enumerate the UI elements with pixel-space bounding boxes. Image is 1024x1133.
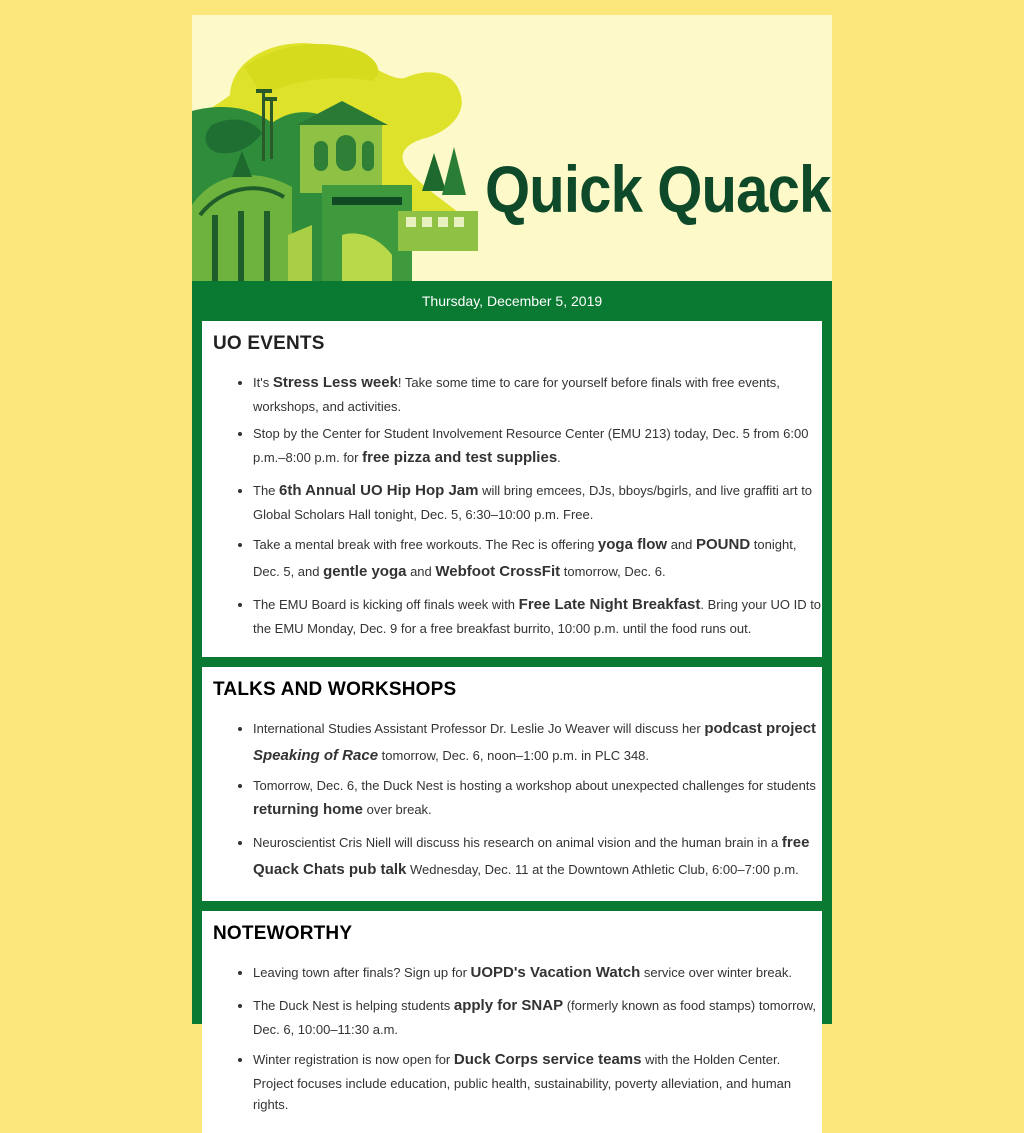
item-text: Winter registration is now open for: [253, 1052, 454, 1067]
highlight-link[interactable]: Free Late Night Breakfast: [518, 596, 701, 613]
item-text: The EMU Board is kicking off finals week with: [253, 597, 519, 612]
item-text: tonight, Dec. 5, and: [253, 537, 797, 579]
highlight-link[interactable]: 6th Annual UO Hip Hop Jam: [279, 482, 479, 499]
highlight-link[interactable]: POUND: [696, 536, 751, 553]
item-text: International Studies Assistant Professor Dr. Leslie Jo Weaver will discuss her: [253, 721, 705, 736]
list-item: [253, 591, 822, 639]
item-text: It's: [253, 375, 273, 390]
newsletter-title: Quick Quack: [485, 152, 831, 226]
list-item: [253, 992, 822, 1040]
section-list: [213, 959, 822, 1115]
section-card: [202, 667, 822, 901]
section-card: [202, 321, 822, 657]
list-item: [253, 775, 822, 823]
highlight-link[interactable]: yoga flow: [597, 536, 668, 553]
highlight-link[interactable]: Speaking of Race: [253, 747, 379, 764]
list-item: [253, 715, 822, 769]
item-text: and: [667, 537, 696, 552]
item-text: over break.: [363, 802, 432, 817]
list-item: [253, 531, 822, 585]
list-item: [253, 829, 822, 883]
item-text: and: [406, 564, 436, 579]
highlight-link[interactable]: Webfoot CrossFit: [435, 563, 561, 580]
item-text: .: [557, 450, 561, 465]
section-heading: TALKS AND WORKSHOPS: [213, 679, 457, 700]
item-text: Leaving town after finals? Sign up for: [253, 965, 471, 980]
highlight-link[interactable]: Duck Corps service teams: [453, 1051, 642, 1068]
section-list: [213, 369, 822, 639]
item-text: tomorrow, Dec. 6, noon–1:00 p.m. in PLC 348.: [378, 748, 650, 763]
item-text: tomorrow, Dec. 6.: [560, 564, 666, 579]
newsletter-frame: [192, 15, 832, 1112]
item-text: Neuroscientist Cris Niell will discuss his research on animal vision and the human brain in a: [253, 835, 782, 850]
list-item: [253, 369, 822, 417]
item-text: Tomorrow, Dec. 6, the Duck Nest is hosting a workshop about unexpected challenges for students: [253, 778, 816, 793]
section-heading: UO EVENTS: [213, 333, 325, 354]
item-text: Take a mental break with free workouts. The Rec is offering: [253, 537, 598, 552]
item-text: will bring emcees, DJs, bboys/bgirls, and live graffiti art to Global Scholars Hall tonight, Dec. 5, 6:30–10:00 p.m. Free.: [253, 483, 813, 522]
list-item: [253, 1046, 822, 1115]
highlight-link[interactable]: gentle yoga: [323, 563, 407, 580]
highlight-link[interactable]: apply for SNAP: [453, 997, 564, 1014]
list-item: [253, 423, 822, 471]
highlight-link[interactable]: Stress Less week: [272, 374, 398, 391]
item-text: (formerly known as food stamps) tomorrow, Dec. 6, 10:00–11:30 a.m.: [253, 998, 816, 1037]
list-item: [253, 477, 822, 525]
section-card: [202, 911, 822, 1133]
highlight-link[interactable]: free Quack Chats pub talk: [253, 834, 810, 878]
section-heading: NOTEWORTHY: [213, 923, 353, 944]
list-item: [253, 959, 822, 986]
highlight-link[interactable]: free pizza and test supplies: [362, 449, 558, 466]
item-text: with the Holden Center. Project focuses include education, public health, sustainability, poverty alleviation, and human rights.: [253, 1052, 792, 1112]
item-text: Wednesday, Dec. 11 at the Downtown Athletic Club, 6:00–7:00 p.m.: [406, 862, 799, 877]
highlight-link[interactable]: UOPD's Vacation Watch: [470, 964, 641, 981]
item-text: The: [253, 483, 280, 498]
issue-date: Thursday, December 5, 2019: [421, 293, 603, 309]
highlight-link[interactable]: returning home: [253, 801, 364, 818]
item-text: ! Take some time to care for yourself before finals with free events, workshops, and activities.: [253, 375, 780, 414]
item-text: . Bring your UO ID to the EMU Monday, Dec. 9 for a free breakfast burrito, 10:00 p.m. until the food runs out.: [253, 597, 822, 636]
duck-campus-illustration: [192, 15, 492, 281]
header-banner: [192, 15, 832, 281]
section-list: [213, 715, 822, 883]
item-text: service over winter break.: [640, 965, 792, 980]
item-text: The Duck Nest is helping students: [253, 998, 454, 1013]
highlight-link[interactable]: podcast project: [704, 720, 817, 737]
item-text: Stop by the Center for Student Involvement Resource Center (EMU 213) today, Dec. 5 from 6:00 p.m.–8:00 p.m. for: [253, 426, 809, 465]
